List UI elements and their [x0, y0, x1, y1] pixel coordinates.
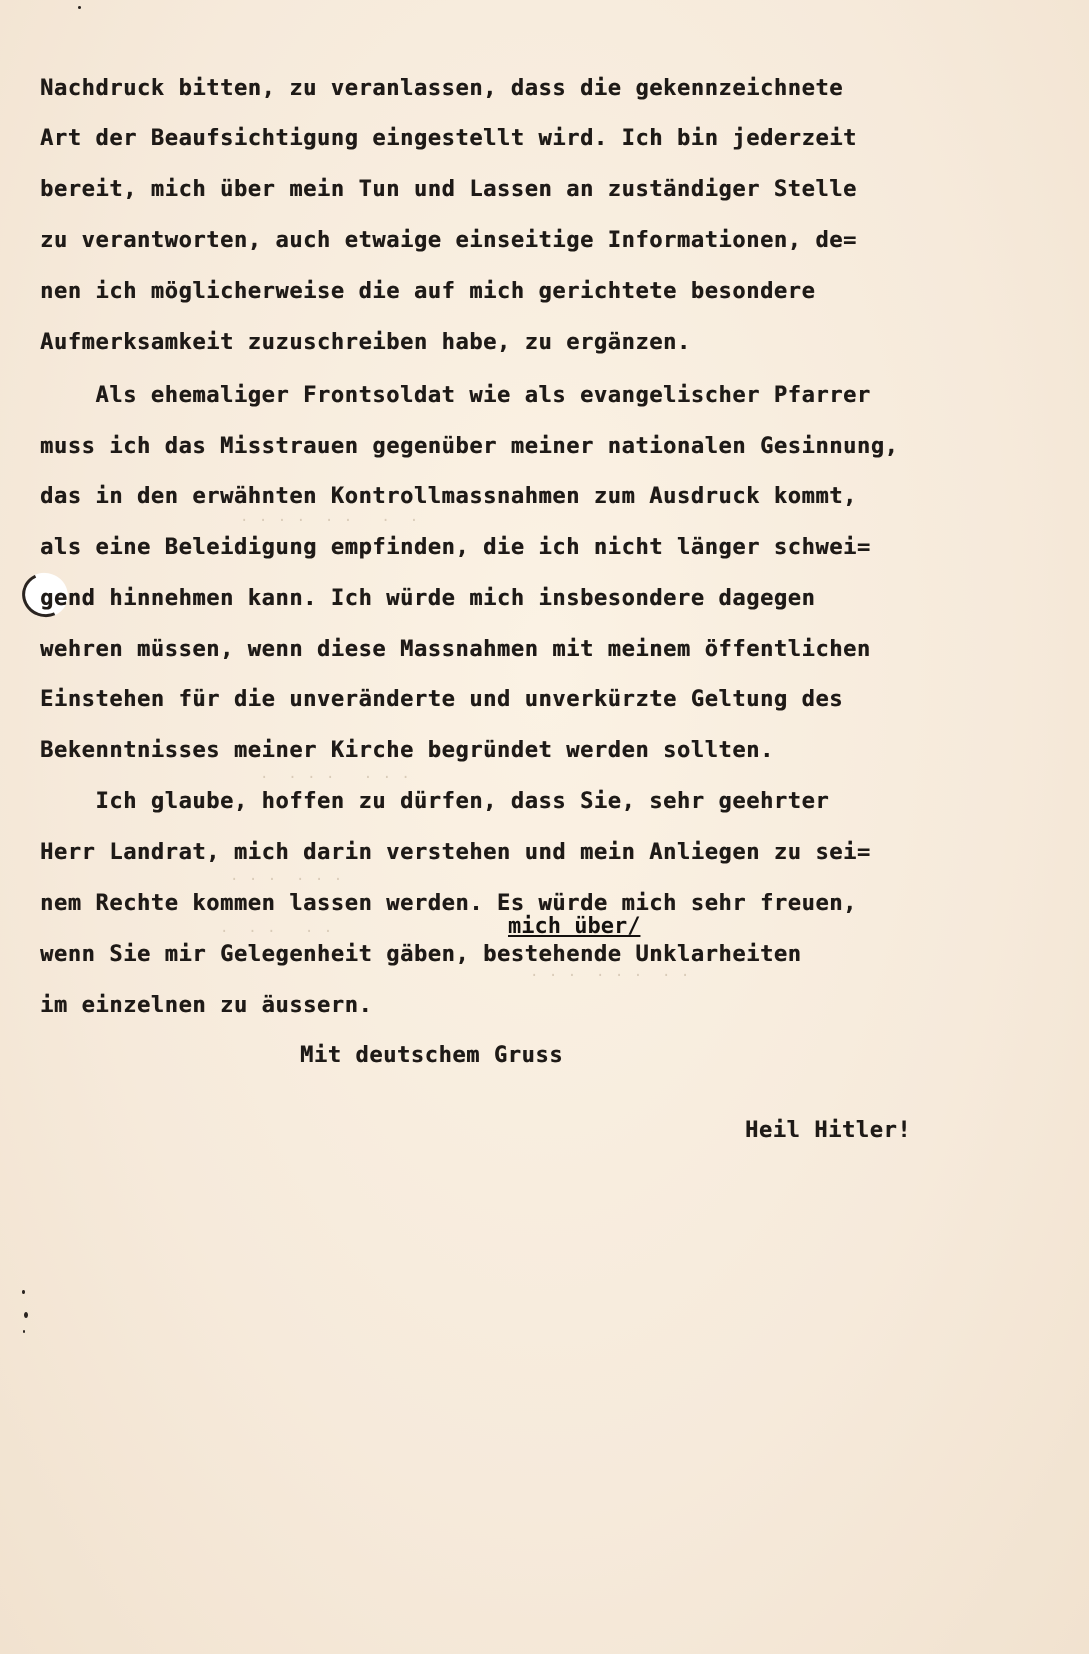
- text-line: nen ich möglicherweise die auf mich gerichtete besondere: [40, 279, 816, 304]
- text-line: Aufmerksamkeit zuzuschreiben habe, zu ergänzen.: [40, 330, 691, 355]
- bleed-through-mark: · · · · · · · ·: [530, 968, 691, 984]
- text-line: wenn Sie mir Gelegenheit gäben, bestehende Unklarheiten: [40, 942, 802, 967]
- bleed-through-mark: · · · · · · ·: [260, 770, 411, 786]
- closing-salutation: Mit deutschem Gruss: [300, 1043, 564, 1068]
- text-line: Als ehemaliger Frontsoldat wie als evangelischer Pfarrer: [40, 383, 871, 408]
- text-line: Bekenntnisses meiner Kirche begründet werden sollten.: [40, 738, 774, 763]
- ink-speck: [22, 1290, 25, 1294]
- text-line: nem Rechte kommen lassen werden. Es würde mich sehr freuen,: [40, 891, 857, 916]
- text-line: gend hinnehmen kann. Ich würde mich insbesondere dagegen: [40, 586, 816, 611]
- text-line: wehren müssen, wenn diese Massnahmen mit meinem öffentlichen: [40, 637, 871, 662]
- closing-greeting: Heil Hitler!: [745, 1118, 912, 1143]
- text-line: als eine Beleidigung empfinden, die ich nicht länger schwei=: [40, 535, 871, 560]
- text-line: Art der Beaufsichtigung eingestellt wird. Ich bin jederzeit: [40, 126, 857, 151]
- ink-speck: [78, 6, 81, 9]
- bleed-through-mark: · · · · · · · ·: [240, 513, 420, 529]
- text-line: Ich glaube, hoffen zu dürfen, dass Sie, sehr geehrter: [40, 789, 830, 814]
- handwritten-insertion: mich über/: [508, 914, 641, 939]
- text-line: bereit, mich über mein Tun und Lassen an zuständiger Stelle: [40, 177, 857, 202]
- ink-speck: [23, 1330, 25, 1333]
- ink-speck: [24, 1312, 28, 1318]
- text-line: Nachdruck bitten, zu veranlassen, dass die gekennzeichnete: [40, 76, 844, 101]
- bleed-through-mark: · · · · ·: [220, 924, 334, 940]
- text-line: im einzelnen zu äussern.: [40, 993, 373, 1018]
- text-line: das in den erwähnten Kontrollmassnahmen zum Ausdruck kommt,: [40, 484, 857, 509]
- text-line: Einstehen für die unveränderte und unverkürzte Geltung des: [40, 687, 844, 712]
- text-line: Herr Landrat, mich darin verstehen und mein Anliegen zu sei=: [40, 840, 871, 865]
- bleed-through-mark: · · · · · ·: [230, 872, 344, 888]
- text-line: muss ich das Misstrauen gegenüber meiner nationalen Gesinnung,: [40, 434, 899, 459]
- text-line: zu verantworten, auch etwaige einseitige Informationen, de=: [40, 228, 857, 253]
